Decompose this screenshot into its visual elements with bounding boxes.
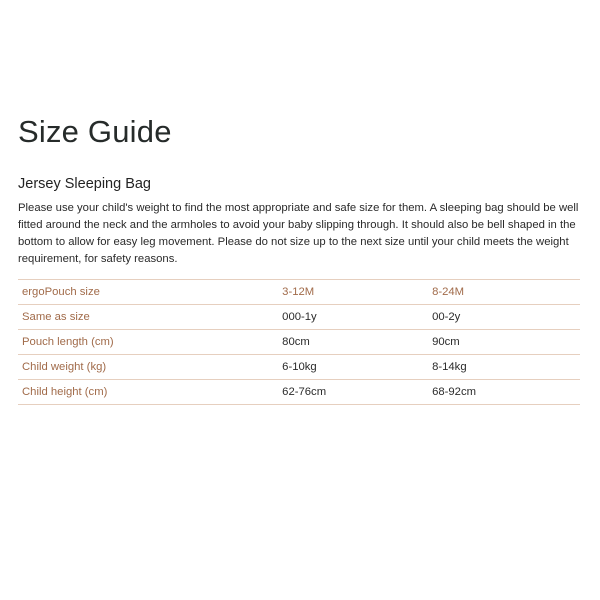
row-value-a: 6-10kg [282,355,432,380]
row-label: Pouch length (cm) [18,330,282,355]
row-label: Same as size [18,305,282,330]
table-row [18,355,580,380]
table-row [18,305,580,330]
table-header-row [18,280,580,305]
row-value-a: 62-76cm [282,380,432,405]
size-guide-page [18,112,580,405]
table-row [18,330,580,355]
row-label: Child weight (kg) [18,355,282,380]
row-value-a: 000-1y [282,305,432,330]
table-row [18,380,580,405]
page-title: Size Guide [18,114,172,149]
row-value-b: 8-14kg [432,355,580,380]
row-value-b: 00-2y [432,305,580,330]
product-subtitle: Jersey Sleeping Bag [18,176,151,192]
row-value-a: 80cm [282,330,432,355]
row-value-b: 90cm [432,330,580,355]
size-table [18,279,580,405]
header-size-3-12m: 3-12M [282,280,432,305]
header-label: ergoPouch size [18,280,282,305]
row-label: Child height (cm) [18,380,282,405]
header-size-8-24m: 8-24M [432,280,580,305]
size-description: Please use your child's weight to find the most appropriate and safe size for them. A sleeping bag should be well fitted around the neck and the armholes to avoid your baby slipping through. It should also be bell shaped in the bottom to allow for easy leg movement. Please do not size up to the next size until your child meets the weight requirement, for safety reasons. [18,202,579,265]
row-value-b: 68-92cm [432,380,580,405]
